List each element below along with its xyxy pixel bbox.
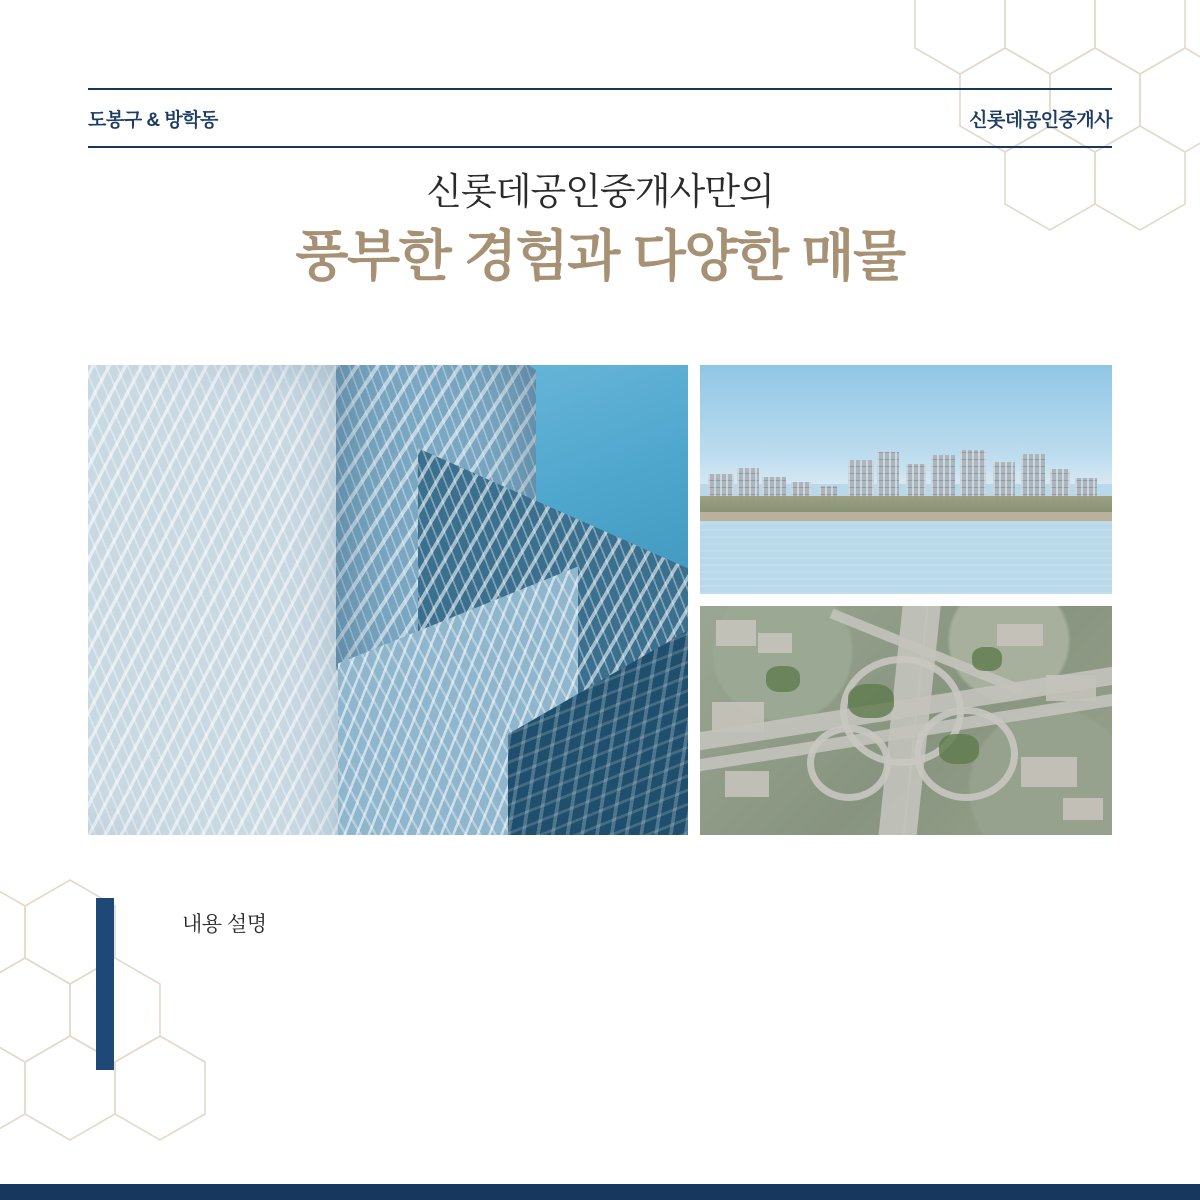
title-block <box>0 168 1200 291</box>
aerial-scene <box>700 606 1112 835</box>
bottom-accent-bar <box>0 1184 1200 1200</box>
caption-block <box>96 898 266 1070</box>
header-location-label: 도봉구 & 방학동 <box>88 109 218 131</box>
subtitle-text: 신롯데공인중개사만의 <box>426 171 774 212</box>
riverscape-scene <box>700 365 1112 594</box>
caption-accent-bar <box>96 898 114 1070</box>
glass-skyscraper-photo <box>88 365 688 835</box>
highway-interchange-aerial-photo <box>700 606 1112 835</box>
river-water <box>700 518 1112 594</box>
riverside-apartments-photo <box>700 365 1112 594</box>
gallery-side-column <box>700 365 1112 835</box>
page-title: 풍부한 경험과 다양한 매물 <box>295 225 905 288</box>
caption-text: 내용 설명 <box>182 913 267 936</box>
header-band <box>88 88 1112 148</box>
header-brand-label: 신롯데공인중개사 <box>969 109 1112 131</box>
river-skyline <box>700 447 1112 502</box>
image-gallery <box>88 365 1112 835</box>
photo-building-left <box>88 365 378 835</box>
